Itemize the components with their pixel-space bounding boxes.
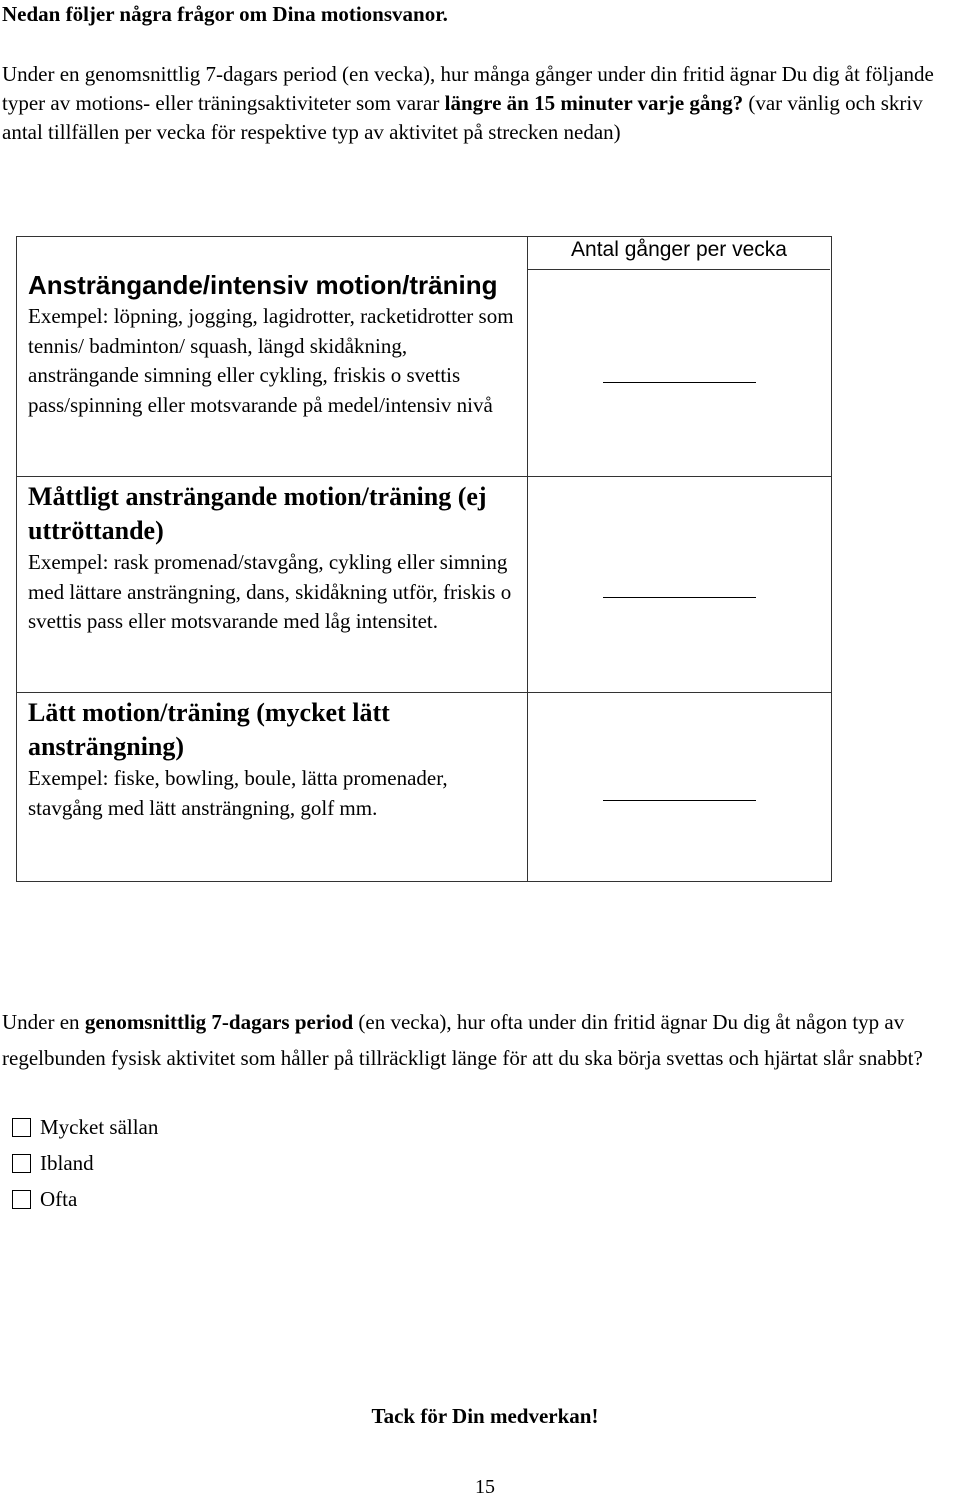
intro-text-1: Under en genomsnittlig 7-dagars period (en vecka), hur många gånger under din fritid ägnar Du dig åt följande typer av motions- eller träningsaktiviteter som varar [2,62,934,115]
activity-description: Exempel: löpning, jogging, lagidrotter, racketidrotter som tennis/ badminton/ squash, längd skidåkning, ansträngande simning eller cykling, friskis o svettis pass/spinning eller motsvarande på medel/intensiv nivå [28,304,514,417]
intro-text-2: (var vänlig och skriv antal tillfällen per vecka för respektive typ av aktivitet på strecken nedan) [2,91,923,144]
table-header-divider [528,269,830,270]
table-row [28,696,523,823]
table-row-divider [16,692,831,693]
table-row [28,268,523,420]
activity-description: Exempel: rask promenad/stavgång, cykling eller simning med lättare ansträngning, dans, skidåkning utför, friskis o svettis pass eller motsvarande med låg intensitet. [28,550,512,633]
option-label: Mycket sällan [40,1115,159,1139]
count-column-header: Antal gånger per vecka [571,238,787,261]
checkbox-icon[interactable] [12,1118,31,1137]
page-number: 15 [475,1476,495,1498]
option-ibland[interactable] [12,1151,94,1176]
table-column-divider [527,236,528,881]
thank-you-note: Tack för Din medverkan! [371,1404,599,1428]
option-label: Ofta [40,1187,78,1211]
checkbox-icon[interactable] [12,1154,31,1173]
intro-bold-text: längre än 15 minuter varje gång? [444,91,744,115]
activity-description: Exempel: fiske, bowling, boule, lätta promenader, stavgång med lätt ansträngning, golf mm. [28,766,448,820]
table-row-divider [16,476,831,477]
count-answer-line[interactable] [603,382,756,383]
intro-paragraph [2,60,960,147]
question-bold-text: genomsnittlig 7-dagars period [84,1010,354,1034]
checkbox-icon[interactable] [12,1190,31,1209]
question-text-2: (en vecka), hur ofta under din fritid ägnar Du dig åt någon typ av regelbunden fysisk aktivitet som håller på tillräckligt länge för att du ska börja svettas och hjärtat slår snabbt? [2,1010,923,1070]
activity-title: Ansträngande/intensiv motion/träning [28,270,498,300]
page-heading: Nedan följer några frågor om Dina motionsvanor. [2,2,448,26]
table-row [28,480,523,637]
frequency-question [2,1005,960,1076]
option-label: Ibland [40,1151,94,1175]
activity-title: Lätt motion/träning (mycket lätt ansträngning) [28,698,390,761]
option-mycket-sallan[interactable] [12,1115,158,1140]
count-answer-line[interactable] [603,597,756,598]
question-text-1: Under en [2,1010,85,1034]
activity-title: Måttligt ansträngande motion/träning (ej uttröttande) [28,482,487,545]
option-ofta[interactable] [12,1187,77,1212]
count-answer-line[interactable] [603,800,756,801]
